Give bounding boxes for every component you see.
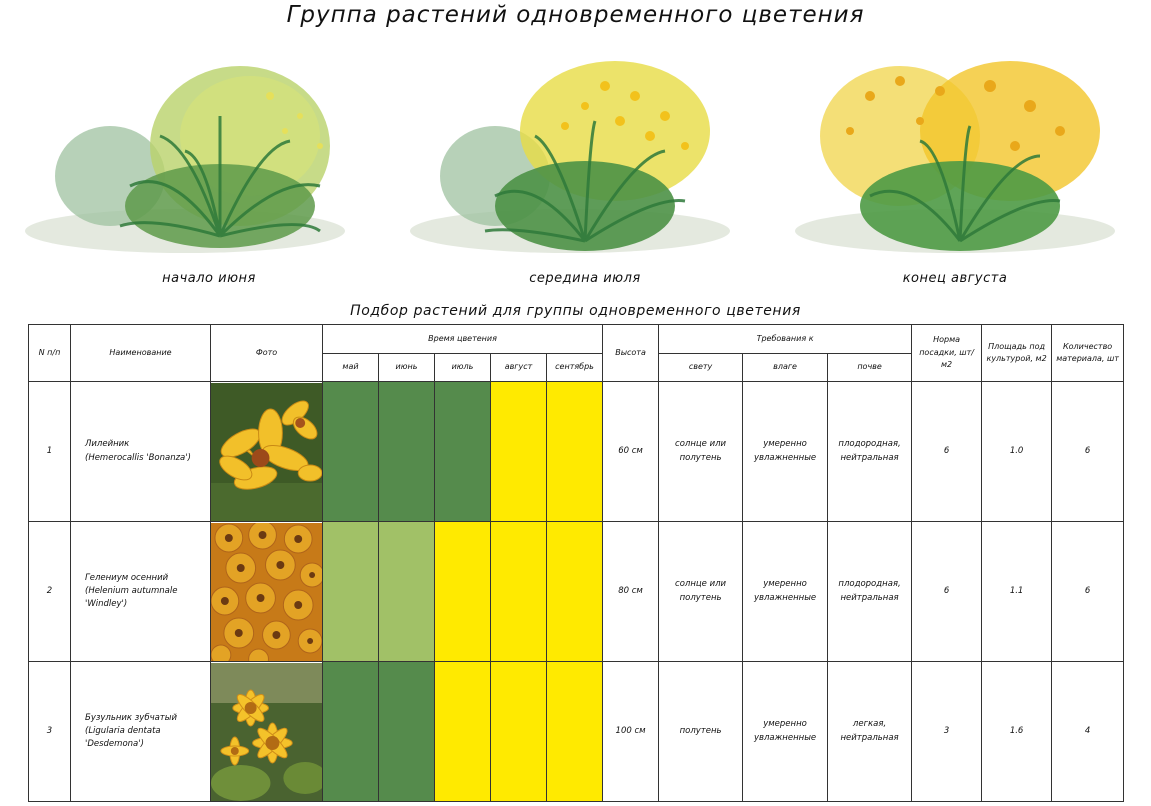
req-soil-line1: плодородная,	[838, 579, 901, 590]
header-month-july: июль	[435, 354, 491, 382]
req-moisture-line2: увлажненные	[753, 452, 817, 463]
req-light	[659, 382, 743, 522]
req-light-line2: полутень	[679, 592, 722, 603]
header-month-june: июнь	[379, 354, 435, 382]
material-quantity: 6	[1052, 522, 1124, 662]
helenium-photo-image	[211, 523, 322, 661]
req-soil	[828, 662, 912, 802]
bloom-august	[491, 382, 547, 522]
plant-name-ru: Гелениум осенний	[85, 572, 169, 583]
req-moisture	[743, 522, 828, 662]
planting-area: 1.0	[982, 382, 1052, 522]
header-height: Высота	[603, 325, 659, 382]
plant-group-drawing	[20, 36, 350, 266]
bloom-september	[547, 382, 603, 522]
planting-area: 1.6	[982, 662, 1052, 802]
header-month-september: сентябрь	[547, 354, 603, 382]
bloom-august	[491, 522, 547, 662]
daylily-photo-image	[211, 383, 322, 521]
plant-group-drawing	[790, 36, 1120, 266]
plant-name-ru: Лилейник	[85, 439, 130, 450]
table-row	[29, 662, 1124, 802]
bloom-june	[379, 522, 435, 662]
header-requirements: Требования к	[659, 325, 912, 354]
bloom-august	[491, 662, 547, 802]
plant-name-latin: (Helenium autumnale	[85, 585, 178, 596]
material-quantity: 6	[1052, 382, 1124, 522]
bloom-july	[435, 382, 491, 522]
req-light	[659, 522, 743, 662]
bloom-may	[323, 662, 379, 802]
plant-photo	[211, 382, 323, 522]
req-soil-line1: легкая,	[852, 719, 887, 730]
caption-mid-july: середина июля	[529, 271, 641, 286]
plant-name-latin-cont: 'Windley')	[85, 599, 128, 610]
material-quantity: 4	[1052, 662, 1124, 802]
header-num: N п/п	[29, 325, 71, 382]
req-light-line1: полутень	[679, 725, 722, 736]
req-soil-line2: нейтральная	[840, 592, 899, 603]
table-title: Подбор растений для группы одновременного цветения	[350, 303, 801, 319]
planting-area: 1.1	[982, 522, 1052, 662]
header-req-moisture: влаге	[743, 354, 828, 382]
plant-name	[71, 522, 211, 662]
header-photo: Фото	[211, 325, 323, 382]
bloom-may	[323, 382, 379, 522]
bloom-september	[547, 522, 603, 662]
plant-height: 60 см	[603, 382, 659, 522]
plant-height: 80 см	[603, 522, 659, 662]
plant-name	[71, 662, 211, 802]
plant-name	[71, 382, 211, 522]
row-num: 1	[29, 382, 71, 522]
illustration-mid-july	[405, 36, 735, 266]
req-soil-line1: плодородная,	[838, 439, 901, 450]
header-density: Норма посадки, шт/м2	[912, 325, 982, 382]
ligularia-photo-image	[211, 663, 322, 801]
header-bloom-time: Время цветения	[323, 325, 603, 354]
bloom-september	[547, 662, 603, 802]
req-moisture-line2: увлажненные	[753, 592, 817, 603]
req-soil	[828, 382, 912, 522]
header-row-1	[29, 325, 1124, 354]
header-req-light: свету	[659, 354, 743, 382]
req-moisture	[743, 382, 828, 522]
req-moisture-line2: увлажненные	[753, 732, 817, 743]
plant-name-latin: (Ligularia dentata	[85, 725, 161, 736]
caption-early-june: начало июня	[162, 271, 256, 286]
planting-density: 6	[912, 522, 982, 662]
table-row	[29, 522, 1124, 662]
row-num: 2	[29, 522, 71, 662]
plant-name-ru: Бузульник зубчатый	[85, 712, 177, 723]
plant-group-drawing	[405, 36, 735, 266]
bloom-june	[379, 382, 435, 522]
header-month-may: май	[323, 354, 379, 382]
planting-density: 3	[912, 662, 982, 802]
row-num: 3	[29, 662, 71, 802]
plant-name-latin-cont: 'Desdemona')	[85, 739, 144, 750]
plant-photo	[211, 522, 323, 662]
header-area: Площадь под культурой, м2	[982, 325, 1052, 382]
req-moisture-line1: умеренно	[763, 579, 807, 590]
req-moisture	[743, 662, 828, 802]
bloom-july	[435, 522, 491, 662]
planting-density: 6	[912, 382, 982, 522]
req-light-line1: солнце или	[675, 579, 727, 590]
illustration-end-august	[790, 36, 1120, 266]
req-moisture-line1: умеренно	[763, 719, 807, 730]
req-light	[659, 662, 743, 802]
plant-photo	[211, 662, 323, 802]
header-quantity: Количество материала, шт	[1052, 325, 1124, 382]
req-light-line1: солнце или	[675, 439, 727, 450]
caption-end-august: конец августа	[902, 271, 1008, 286]
header-name: Наименование	[71, 325, 211, 382]
header-req-soil: почве	[828, 354, 912, 382]
plant-height: 100 см	[603, 662, 659, 802]
bloom-june	[379, 662, 435, 802]
bloom-july	[435, 662, 491, 802]
header-month-august: август	[491, 354, 547, 382]
req-soil-line2: нейтральная	[840, 732, 899, 743]
req-light-line2: полутень	[679, 452, 722, 463]
table-row	[29, 382, 1124, 522]
bloom-may	[323, 522, 379, 662]
plant-selection-table	[28, 324, 1124, 802]
req-soil-line2: нейтральная	[840, 452, 899, 463]
page-title: Группа растений одновременного цветения	[286, 2, 865, 28]
illustration-early-june	[20, 36, 350, 266]
req-soil	[828, 522, 912, 662]
plant-name-latin: (Hemerocallis 'Bonanza')	[85, 452, 191, 463]
req-moisture-line1: умеренно	[763, 439, 807, 450]
